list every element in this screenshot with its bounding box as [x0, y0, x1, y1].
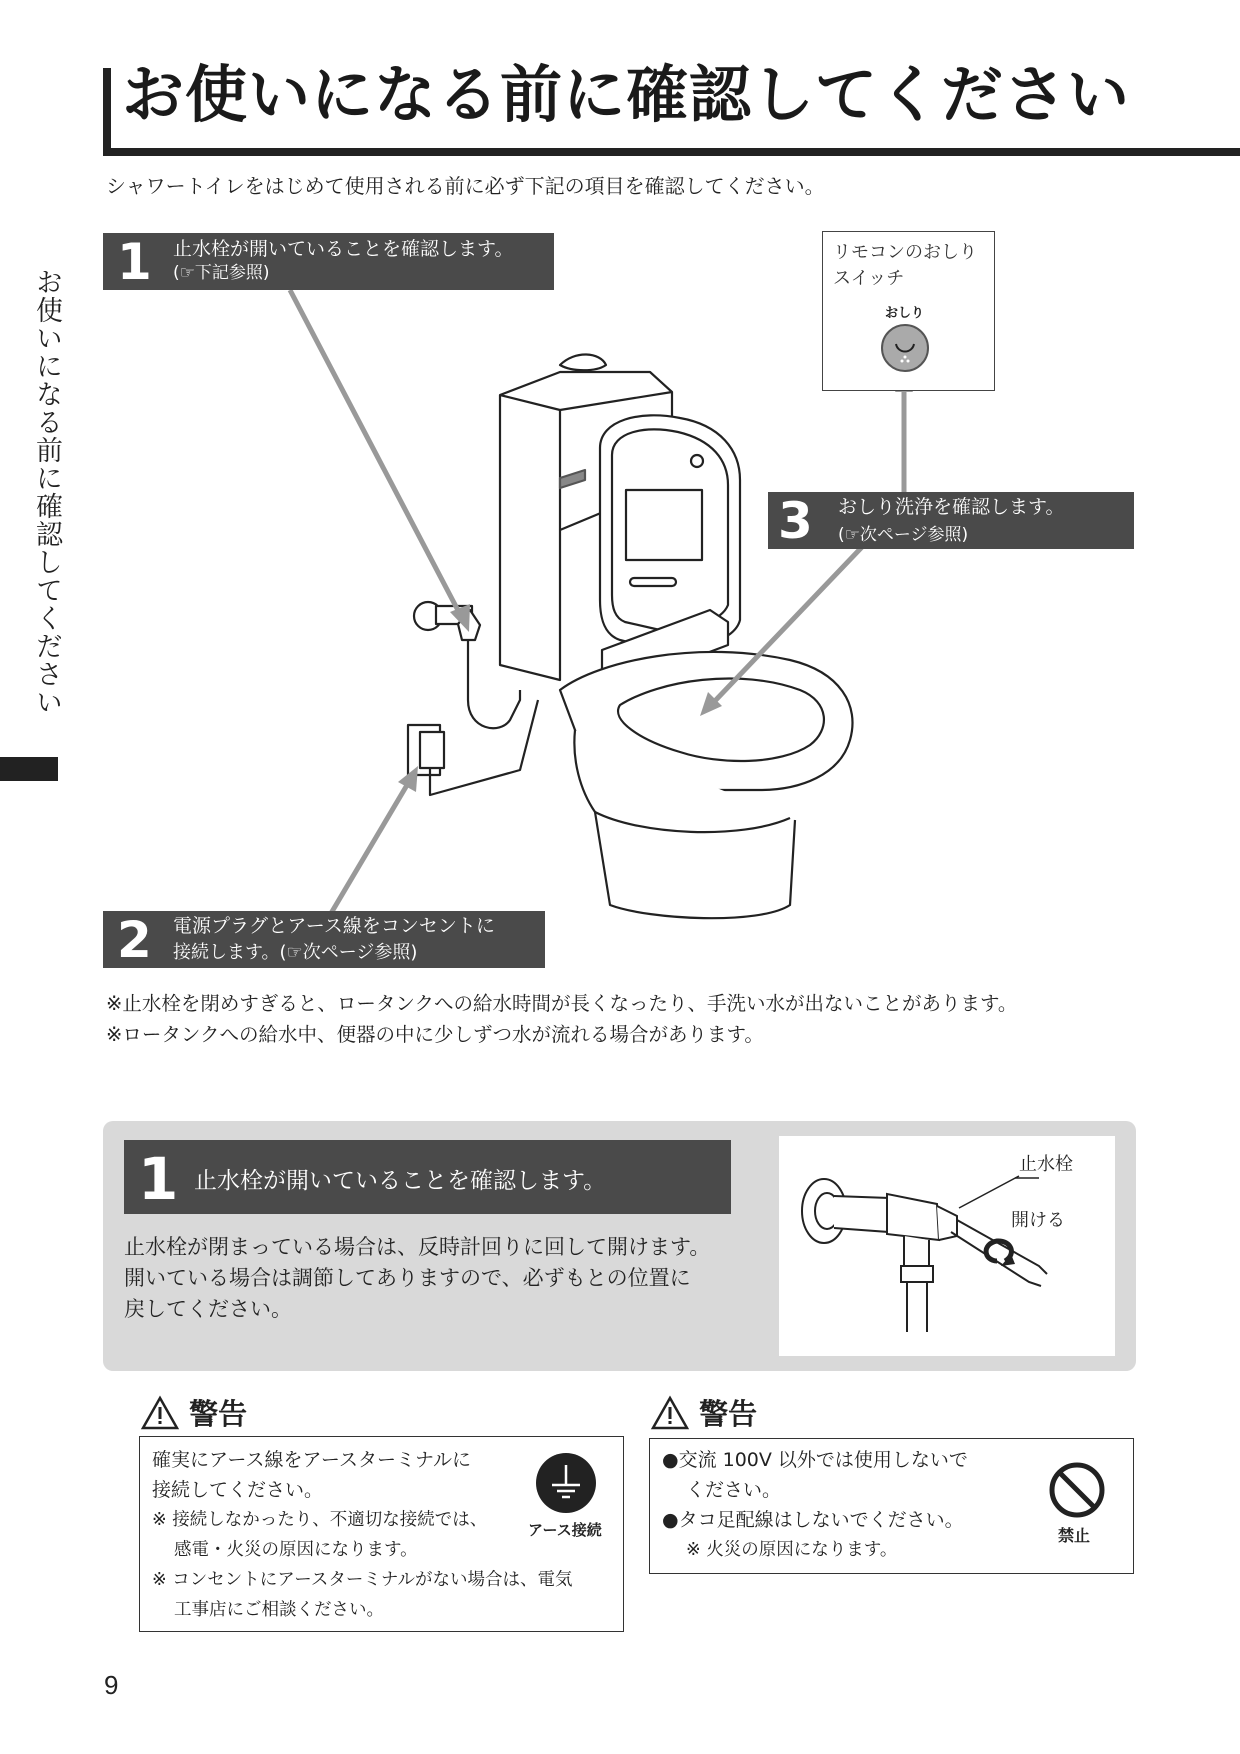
step-number: 3 — [778, 492, 813, 550]
section-1-heading-bar — [124, 1140, 731, 1214]
warning-triangle-icon — [650, 1395, 690, 1431]
warning-bullet-1: ●交流 100V 以外では使用しないで ください。 — [662, 1449, 968, 1501]
arrow-step2 — [330, 780, 410, 915]
warning-title: 警告 — [699, 1397, 758, 1431]
warning-note: ※ 火災の原因になります。 — [686, 1540, 898, 1560]
step-ref: (☞次ページ参照) — [838, 525, 969, 545]
side-tab-label: お使いになる前に確認してください — [31, 268, 62, 716]
step-1-box — [103, 233, 554, 290]
step-text: おしり洗浄を確認します。 — [838, 496, 1065, 518]
note-2: ※ロータンクへの給水中、便器の中に少しずつ水が流れる場合があります。 — [106, 1023, 764, 1046]
step-text: 電源プラグとアース線をコンセントに — [173, 915, 495, 937]
intro-text: シャワートイレをはじめて使用される前に必ず下記の項目を確認してください。 — [106, 174, 825, 198]
body-line: 戻してください。 — [124, 1297, 292, 1321]
section-number: 1 — [138, 1145, 179, 1213]
step-number: 2 — [117, 911, 152, 969]
section-1-body — [124, 1232, 710, 1325]
oshiri-button-label: おしり — [885, 306, 925, 321]
warning-bullet-2: ●タコ足配線はしないでください。 — [662, 1509, 964, 1531]
warning-text: 確実にアース線をアースターミナルに 接続してください。 — [152, 1449, 472, 1501]
warning-note-1: ※ 接続しなかったり、不適切な接続では、 感電・火災の原因になります。 — [152, 1510, 488, 1560]
warning-right-heading — [650, 1392, 757, 1433]
warning-right-box — [649, 1438, 1134, 1574]
open-label: 開ける — [1011, 1210, 1065, 1231]
warning-note-2: ※ コンセントにアースターミナルがない場合は、電気 工事店にご相談ください。 — [152, 1570, 573, 1620]
body-line: 止水栓が閉まっている場合は、反時計回りに回して開けます。 — [124, 1235, 711, 1259]
warning-left-heading — [140, 1392, 247, 1433]
stop-valve-diagram — [779, 1136, 1115, 1356]
step-text-2: 接続します。(☞次ページ参照) — [173, 942, 418, 963]
oshiri-icon — [883, 326, 927, 370]
arrow-step1 — [290, 290, 462, 618]
note-1: ※止水栓を閉めすぎると、ロータンクへの給水時間が長くなったり、手洗い水が出ないことがあります。 — [106, 992, 1018, 1015]
prohibited-icon-label: 禁止 — [1058, 1526, 1091, 1545]
remote-switch-inset — [822, 231, 995, 391]
warning-title: 警告 — [189, 1397, 248, 1431]
oshiri-button — [881, 324, 929, 372]
step-ref: (☞下記参照) — [173, 263, 270, 283]
warning-left-box — [139, 1436, 624, 1632]
notes — [106, 988, 1017, 1050]
step-text: 止水栓が開いていることを確認します。 — [173, 238, 514, 260]
earth-icon — [536, 1453, 596, 1513]
warning-triangle-icon — [140, 1395, 180, 1431]
step-3-box — [768, 492, 1134, 549]
page-number: 9 — [104, 1670, 119, 1700]
earth-icon-label: アース接続 — [528, 1521, 602, 1539]
tank-handle — [560, 354, 606, 370]
valve-label: 止水栓 — [1019, 1154, 1073, 1175]
page-title: お使いになる前に確認してください — [122, 58, 1131, 131]
body-line: 開いている場合は調節してありますので、必ずもとの位置に — [124, 1266, 691, 1290]
prohibited-icon — [1048, 1461, 1106, 1519]
step-2-box — [103, 911, 545, 968]
step-number: 1 — [117, 233, 152, 291]
remote-label: リモコンのおしりスイッチ — [833, 242, 977, 289]
section-heading: 止水栓が開いていることを確認します。 — [194, 1168, 607, 1194]
